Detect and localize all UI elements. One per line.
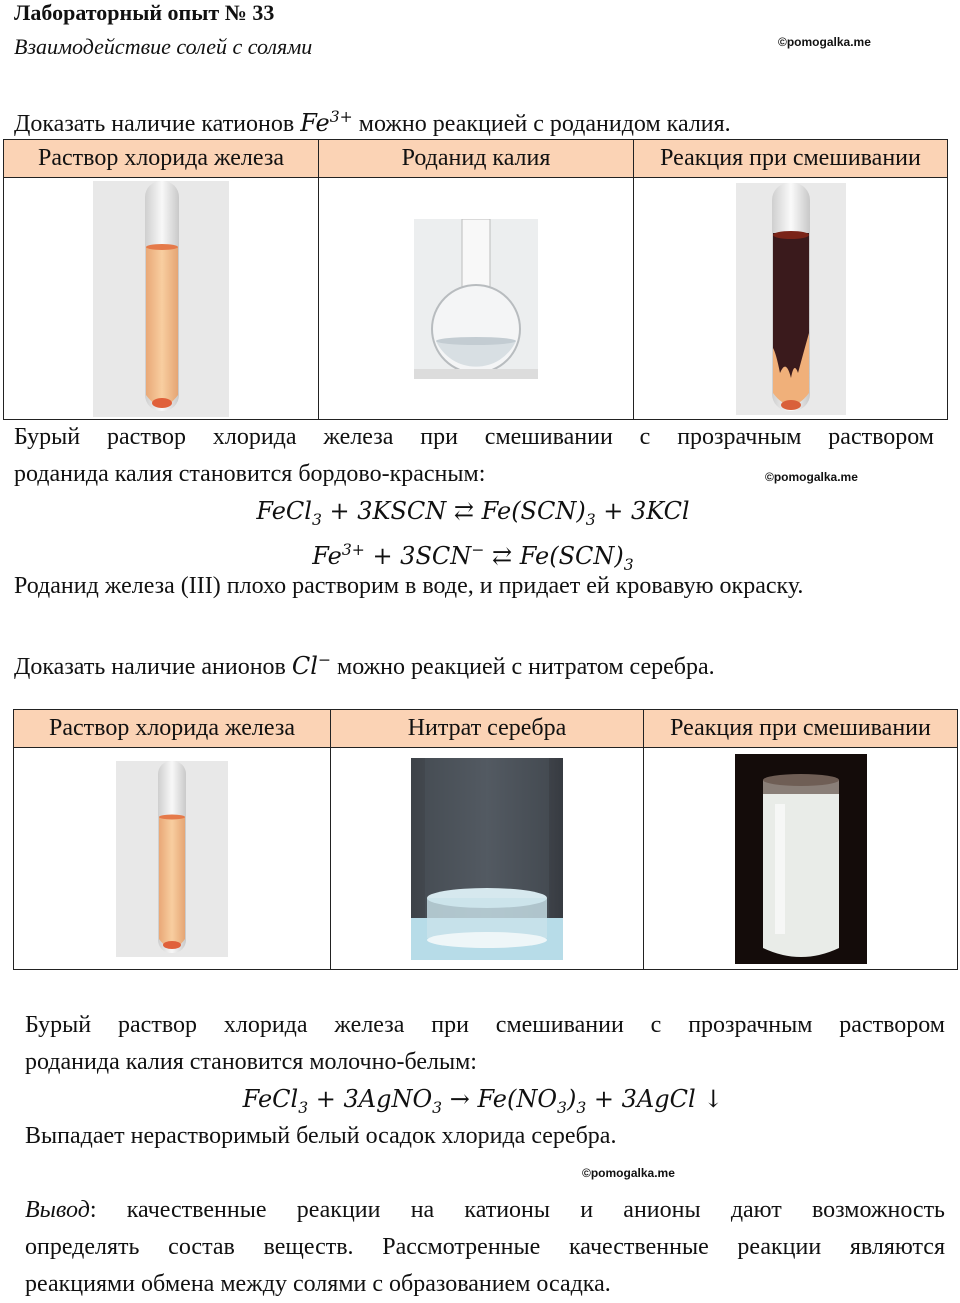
summary-label: Вывод <box>25 1197 90 1223</box>
section2-intro: Доказать наличие анионов Cl− можно реакцией с нитратом серебра. <box>14 651 715 680</box>
table2-header-silver-nitrate: Нитрат серебра <box>331 710 644 748</box>
table2-cell-silver-nitrate <box>331 748 644 970</box>
page-title: Лабораторный опыт № 33 <box>14 0 275 25</box>
equation-2: $Fe^{3+} + 3SCN^-$ ⇄ $Fe(SCN)_3$ <box>312 541 634 574</box>
section1-intro: Доказать наличие катионов $Fe^{3+}$ можно реакцией с роданидом калия. <box>14 108 731 137</box>
test-tube-red-mixture-photo <box>736 183 846 415</box>
equation-3: FeCl$_3$ + 3AgNO$_3$ → $Fe(NO_3)_3$ + 3AgCl ↓ <box>242 1085 724 1117</box>
summary-line1: Вывод: качественные реакции на катионы и анионы дают возможность <box>25 1197 945 1223</box>
table2-header-iron-chloride: Раствор хлорида железа <box>14 710 331 748</box>
section1-conclusion: Роданид железа (III) плохо растворим в воде, и придает ей кровавую окраску. <box>14 573 804 599</box>
section2-text-line2: роданида калия становится молочно-белым: <box>25 1049 477 1075</box>
test-tube-orange-photo <box>93 181 229 417</box>
table1-header-iron-chloride: Раствор хлорида железа <box>4 140 319 178</box>
test-tube-orange-photo <box>116 761 228 957</box>
table1-cell-potassium-thiocyanate <box>319 178 634 420</box>
round-flask-photo <box>414 219 538 379</box>
table1-header-potassium-thiocyanate: Роданид калия <box>319 140 634 178</box>
anion-formula: Cl− <box>291 651 331 680</box>
summary-line2: определять состав веществ. Рассмотренные качественные реакции являются <box>25 1234 945 1260</box>
table2-header-reaction: Реакция при смешивании <box>644 710 958 748</box>
cation-formula: $Fe^{3+}$ <box>300 108 353 137</box>
table1-cell-iron-chloride <box>4 178 319 420</box>
page-subtitle: Взаимодействие солей с солями <box>14 34 313 59</box>
table1-cell-reaction <box>634 178 948 420</box>
beaker-clear-photo <box>411 758 563 960</box>
section1-text-line2: роданида калия становится бордово-красным: <box>14 461 486 487</box>
summary-line3: реакциями обмена между солями с образованием осадка. <box>25 1271 611 1297</box>
watermark: ©pomogalka.me <box>765 470 858 484</box>
table1-header-reaction: Реакция при смешивании <box>634 140 948 178</box>
section2-conclusion: Выпадает нерастворимый белый осадок хлорида серебра. <box>25 1123 617 1149</box>
table2-cell-reaction <box>644 748 958 970</box>
test-tube-white-precipitate-photo <box>735 754 867 964</box>
equation-1: FeCl$_3$ + 3KSCN ⇄ $Fe(SCN)_3 + 3KCl$ <box>256 497 690 529</box>
watermark: ©pomogalka.me <box>778 35 871 49</box>
experiment-table-1 <box>3 139 948 420</box>
table2-cell-iron-chloride <box>14 748 331 970</box>
watermark: ©pomogalka.me <box>582 1166 675 1180</box>
experiment-table-2 <box>13 709 958 970</box>
section1-text-line1: Бурый раствор хлорида железа при смешивании с прозрачным раствором <box>14 424 934 450</box>
section2-text-line1: Бурый раствор хлорида железа при смешивании с прозрачным раствором <box>25 1012 945 1038</box>
